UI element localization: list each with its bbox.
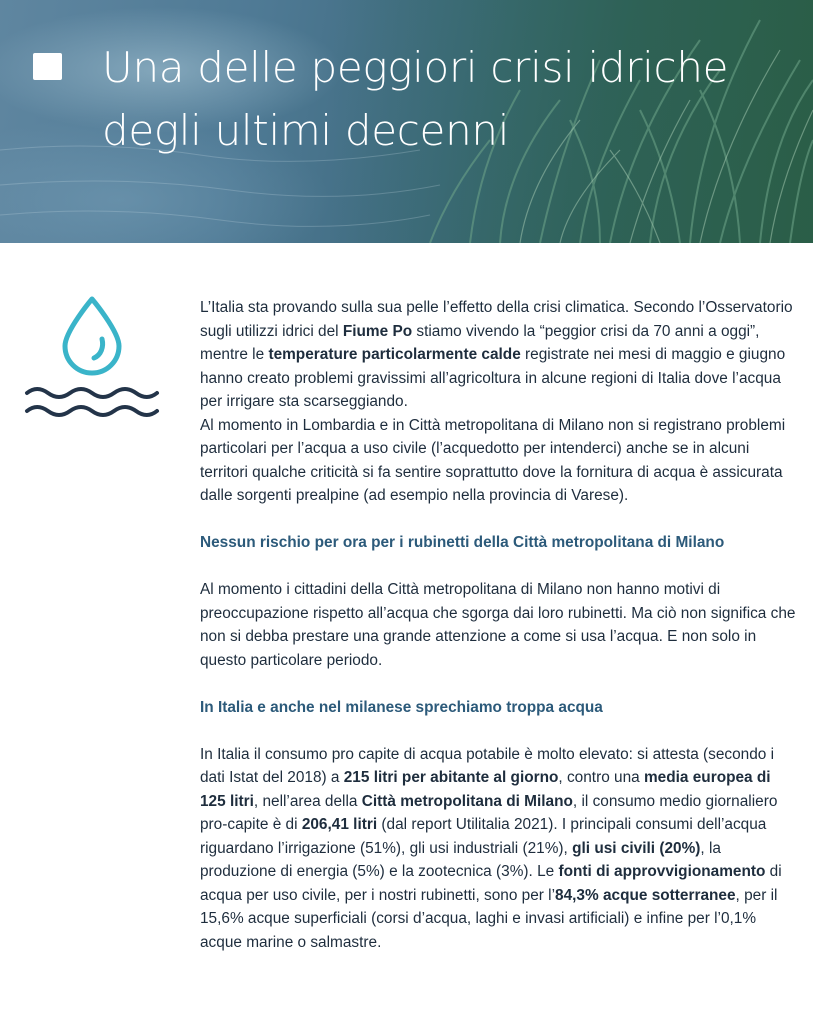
bold-text: temperature particolarmente calde bbox=[268, 346, 521, 363]
spacer bbox=[200, 555, 800, 579]
text-span: (dal report Utilitalia 2021). I principali consumi dell’acqua riguardano l’irrigazione (51%), gli usi industriali (21%), bbox=[200, 816, 767, 857]
spacer bbox=[200, 672, 800, 696]
bold-text: 206,41 litri bbox=[301, 816, 378, 833]
bold-text: 215 litri per abitante al giorno bbox=[343, 769, 559, 786]
lombardia-paragraph: Al momento in Lombardia e in Città metropolitana di Milano non si registrano problemi particolari per l’acqua a uso civile (l’acquedotto per intenderci) anche se in alcuni territori qualche criticità si fa sentire soprattutto dove la fornitura di acqua è assicurata dalle sorgenti prealpine (ad esempio nella provincia di Varese). bbox=[200, 416, 786, 504]
page-title: Una delle peggiori crisi idriche degli ultimi decenni bbox=[102, 43, 729, 155]
article-body bbox=[200, 296, 800, 954]
text-span: registrate nei mesi di maggio e giugno hanno creato problemi gravissimi all’agricoltura in alcune regioni di Italia dove l’acqua per irrigare sta scarseggiando. bbox=[200, 346, 786, 410]
bold-text: fonti di approvvigionamento bbox=[558, 863, 766, 880]
consumption-paragraph bbox=[200, 743, 800, 955]
text-span: , il consumo medio giornaliero pro-capite è di bbox=[200, 792, 778, 833]
text-span: stiamo vivendo la “peggior crisi da 70 anni a oggi”, mentre le bbox=[200, 322, 760, 363]
bold-text: Città metropolitana di Milano bbox=[361, 792, 573, 810]
hero-banner bbox=[0, 0, 813, 243]
text-span: , contro una bbox=[558, 769, 644, 786]
text-span: , nell’area della bbox=[253, 792, 362, 810]
intro-paragraph bbox=[200, 296, 800, 414]
spacer bbox=[200, 508, 800, 532]
bold-text: 84,3% acque sotterranee bbox=[555, 886, 736, 904]
text-span: di acqua per uso civile, per i nostri rubinetti, sono per l’ bbox=[200, 863, 782, 904]
water-drop-waves-icon bbox=[24, 295, 160, 421]
spacer bbox=[200, 719, 800, 743]
milano-paragraph: Al momento i cittadini della Città metropolitana di Milano non hanno motivi di preoccupazione rispetto all’acqua che sgorga dai loro rubinetti. Ma ciò non significa che non si debba prestare una grande attenzione a come si usa l’acqua. E non solo in questo particolare periodo. bbox=[200, 581, 796, 669]
bold-text: Fiume Po bbox=[342, 322, 413, 340]
text-span: , per il 15,6% acque superficiali (corsi d’acqua, laghi e invasi artificiali) e infine per l’0,1% acque marine o salmastre. bbox=[200, 886, 778, 951]
subheading-waste: In Italia e anche nel milanese sprechiamo troppa acqua bbox=[200, 698, 603, 716]
subheading-no-risk: Nessun rischio per ora per i rubinetti della Città metropolitana di Milano bbox=[200, 534, 725, 551]
text-span: , la produzione di energia (5%) e la zootecnica (3%). Le bbox=[200, 839, 721, 880]
text-span: In Italia il consumo pro capite di acqua potabile è molto elevato: si attesta (secondo i dati Istat del 2018) a bbox=[200, 745, 775, 786]
title-square-marker bbox=[33, 53, 62, 80]
text-span: L’Italia sta provando sulla sua pelle l’effetto della crisi climatica. Secondo l’Osservatorio sugli utilizzi idrici del bbox=[200, 299, 793, 340]
bold-text: media europea di 125 litri bbox=[200, 769, 771, 810]
bold-text: gli usi civili (20%) bbox=[572, 839, 701, 857]
